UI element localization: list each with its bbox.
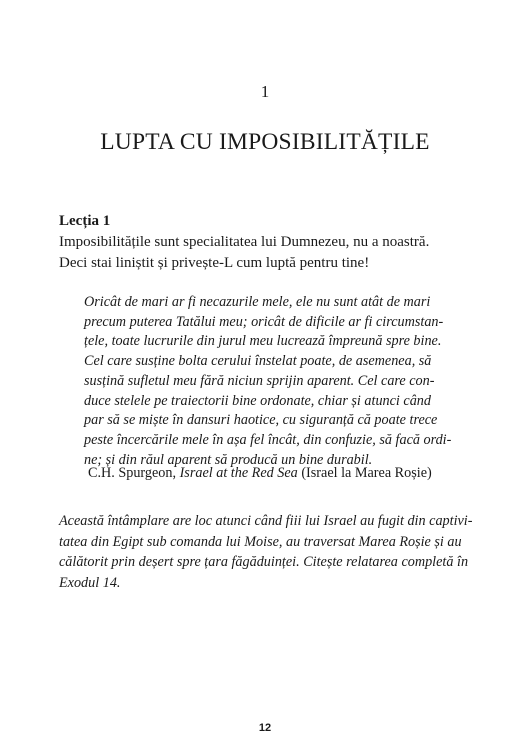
context-paragraph <box>59 511 479 593</box>
quote-line: par să se miște în dansuri haotice, cu siguranță că poate trece <box>84 412 438 429</box>
quote-line: țele, toate lucrurile din jurul meu lucrează împreună spre bine. <box>84 333 442 350</box>
lesson-text-line: Deci stai liniștit și privește-L cum luptă pentru tine! <box>59 255 370 271</box>
attribution-work-title: Israel at the Red Sea <box>179 465 298 481</box>
lesson-text-line: Imposibilitățile sunt specialitatea lui Dumnezeu, nu a noastră. <box>59 234 430 250</box>
page-number: 12 <box>258 722 272 734</box>
quote-line: Cel care susține bolta cerului înstelat poate, de asemenea, să <box>84 353 432 370</box>
context-line: Această întâmplare are loc atunci când fiii lui Israel au fugit din captivi- <box>59 513 473 529</box>
quote-attribution <box>88 465 432 482</box>
quote-line: susțină sufletul meu fără niciun sprijin aparent. Cel care con- <box>84 372 435 389</box>
quote-line: peste încercările mele în așa fel încât, din confuzie, să facă ordi- <box>84 431 452 448</box>
quote-line: duce stelele pe traiectorii bine ordonate, chiar și atunci când <box>84 392 431 409</box>
quote-line: Oricât de mari ar fi necazurile mele, ele nu sunt atât de mari <box>84 294 431 310</box>
context-line: călătorit prin deșert spre țara făgăduinței. Citește relatarea completă în <box>59 554 469 570</box>
chapter-title: LUPTA CU IMPOSIBILITĂȚILE <box>100 129 430 155</box>
chapter-number: 1 <box>260 82 270 101</box>
quote-block <box>84 293 480 470</box>
context-line: tatea din Egipt sub comanda lui Moise, au traversat Marea Roșie și au <box>59 533 462 550</box>
attribution-translation: (Israel la Marea Roșie) <box>297 465 432 481</box>
context-line: Exodul 14. <box>59 574 121 591</box>
lesson-label: Lecția 1 <box>59 213 111 229</box>
quote-line: precum puterea Tatălui meu; oricât de dificile ar fi circumstan- <box>84 313 444 330</box>
lesson-block <box>59 211 479 274</box>
attribution-author: C.H. Spurgeon, <box>88 465 180 481</box>
quote-line: ne; și din răul aparent să producă un bine durabil. <box>84 451 373 468</box>
